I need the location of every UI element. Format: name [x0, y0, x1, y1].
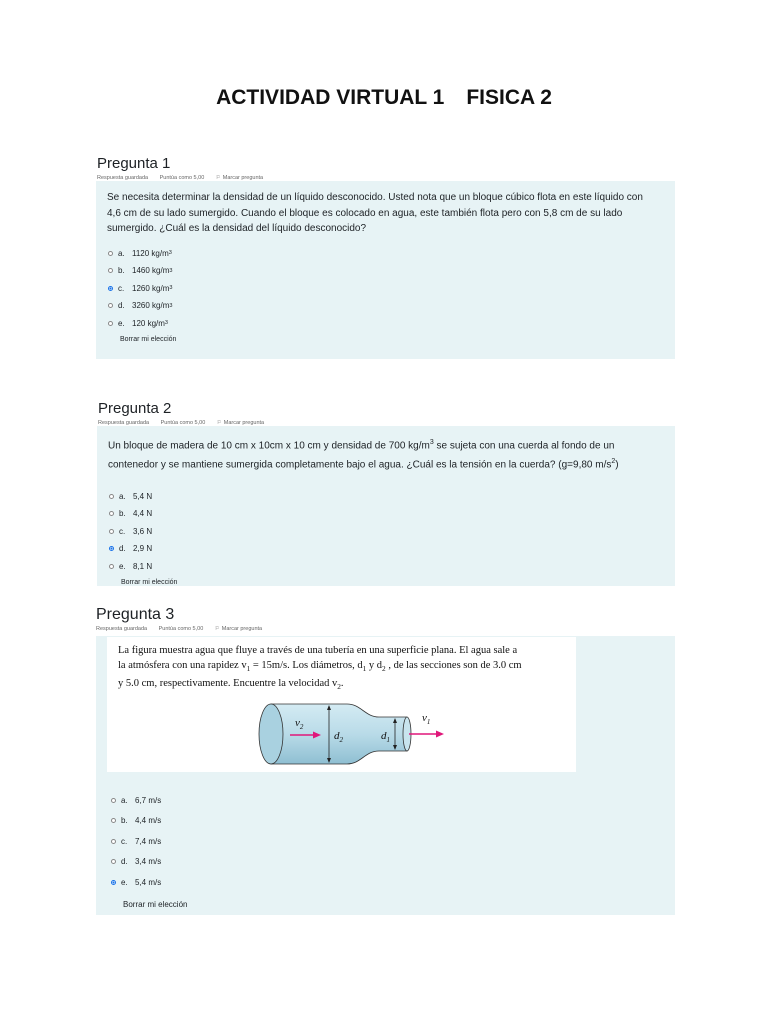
- subscript: 2: [382, 664, 386, 674]
- option-letter: c.: [119, 526, 126, 536]
- option-letter: b.: [118, 266, 125, 276]
- subscript: 1: [246, 664, 251, 674]
- radio-button[interactable]: [109, 564, 114, 569]
- radio-button[interactable]: [109, 529, 114, 534]
- option-value: 1120 kg/m: [132, 248, 169, 258]
- question-1-options: [96, 245, 675, 333]
- option-b[interactable]: [109, 505, 675, 523]
- option-d[interactable]: [109, 540, 675, 558]
- text-fragment: Un bloque de madera de 10 cm x 10cm x 10 cm y densidad de 700 kg/m: [108, 440, 430, 452]
- option-value: 1460 kg/m: [132, 266, 170, 276]
- text-fragment: , de las secciones son de 3.0 cm: [385, 660, 522, 671]
- option-value: 6,7 m/s: [135, 795, 162, 805]
- option-value: 7,4 m/s: [135, 836, 162, 846]
- option-b[interactable]: [111, 811, 657, 832]
- question-3-flag-link[interactable]: Marcar pregunta: [221, 626, 263, 632]
- question-3-statement-image: [107, 637, 576, 772]
- question-text-line: [118, 676, 566, 694]
- option-value: 5,4 m/s: [135, 877, 162, 887]
- option-c[interactable]: [108, 280, 675, 298]
- option-letter: c.: [121, 836, 128, 846]
- radio-button[interactable]: [108, 251, 113, 256]
- radio-button-selected[interactable]: [108, 286, 113, 291]
- question-2-title: Pregunta 2: [98, 400, 172, 417]
- option-value: 4,4 N: [133, 509, 153, 519]
- option-letter: a.: [119, 491, 126, 501]
- option-superscript: 3: [169, 285, 173, 292]
- flag-icon[interactable]: ⚐: [216, 420, 222, 426]
- option-letter: a.: [118, 248, 125, 258]
- clear-choice-link[interactable]: Borrar mi elección: [120, 336, 177, 343]
- question-3-points: Puntúa como 5,00: [158, 626, 204, 632]
- question-text-line: Se necesita determinar la densidad de un líquido desconocido. Usted nota que un bloque cúbico flota en este líquido con: [107, 192, 643, 203]
- question-1-header: [97, 156, 273, 181]
- question-text-line: [118, 658, 566, 676]
- option-superscript: 3: [164, 320, 169, 327]
- question-2-status: Respuesta guardada: [98, 420, 150, 426]
- question-text-line: [108, 435, 665, 454]
- document-title: [0, 86, 768, 110]
- option-value: 3,6 N: [133, 526, 153, 536]
- option-c[interactable]: [111, 831, 657, 852]
- v1-label: $v_1$: [422, 712, 431, 726]
- question-3-options: [97, 790, 657, 893]
- question-1-flag-link[interactable]: Marcar pregunta: [222, 175, 264, 181]
- option-letter: d.: [118, 301, 125, 311]
- pipe-inlet-end: [259, 704, 283, 764]
- radio-button-selected[interactable]: [111, 880, 116, 885]
- question-text-line: 4,6 cm de su lado sumergido. Cuando el bloque es colocado en agua, este también flota pero con 5,8 cm de su lado: [107, 207, 623, 219]
- question-3-status: Respuesta guardada: [96, 626, 148, 632]
- question-2-points: Puntúa como 5,00: [160, 420, 206, 426]
- option-letter: a.: [121, 795, 128, 805]
- question-2-header: [98, 401, 274, 426]
- question-2-text: [97, 426, 675, 473]
- radio-button[interactable]: [108, 303, 113, 308]
- d2-label: $d_2$: [334, 730, 343, 744]
- question-2-card: [97, 426, 675, 586]
- option-b[interactable]: [108, 262, 675, 280]
- question-text-line: sumergido. ¿Cuál es la densidad del líquido desconocido?: [107, 223, 367, 234]
- option-value: 8,1 N: [133, 561, 153, 571]
- subscript: 1: [362, 664, 367, 674]
- option-d[interactable]: [108, 297, 675, 315]
- option-letter: d.: [119, 544, 126, 554]
- option-letter: e.: [121, 877, 128, 887]
- option-value: 3,4 m/s: [135, 857, 162, 867]
- option-value: 3260 kg/m: [132, 301, 170, 311]
- option-superscript: 3: [169, 267, 173, 274]
- question-text-line: [108, 454, 665, 473]
- radio-button[interactable]: [111, 839, 116, 844]
- radio-button-selected[interactable]: [109, 546, 114, 551]
- option-letter: b.: [121, 816, 128, 826]
- question-1-points: Puntúa como 5,00: [159, 175, 205, 181]
- option-letter: e.: [118, 318, 125, 328]
- question-3-meta: [96, 626, 272, 632]
- text-fragment: ): [615, 459, 619, 471]
- option-e[interactable]: [109, 558, 675, 576]
- text-fragment: y 5.0 cm, respectivamente. Encuentre la velocidad v: [118, 678, 338, 690]
- question-text-line: La figura muestra agua que fluye a través de una tubería en una superficie plana. El agua sale a: [118, 645, 518, 656]
- option-e[interactable]: [108, 315, 675, 333]
- question-3-options-area: [97, 790, 657, 909]
- option-value: 4,4 m/s: [135, 816, 162, 826]
- option-value: 1260 kg/m: [132, 283, 170, 293]
- question-1-card: [96, 181, 675, 359]
- option-value: 5,4 N: [133, 491, 153, 501]
- option-superscript: 3: [169, 302, 173, 309]
- radio-button[interactable]: [108, 268, 113, 273]
- option-a[interactable]: [108, 245, 675, 263]
- question-3-header: [96, 607, 272, 632]
- clear-choice-link[interactable]: Borrar mi elección: [121, 579, 178, 587]
- clear-choice-link[interactable]: Borrar mi elección: [123, 899, 188, 909]
- text-fragment: se sujeta con una cuerda al fondo de un: [433, 440, 615, 452]
- radio-button[interactable]: [109, 494, 114, 499]
- question-3-text: [107, 637, 576, 694]
- text-fragment: contenedor y se mantiene sumergida completamente bajo el agua. ¿Cuál es la tensión en la cuerda? (g=9,80 m/s: [108, 459, 612, 471]
- title-part-2: FISICA 2: [466, 86, 552, 109]
- radio-button[interactable]: [111, 859, 116, 864]
- question-2-flag-link[interactable]: Marcar pregunta: [223, 420, 265, 426]
- radio-button[interactable]: [109, 511, 114, 516]
- option-c[interactable]: [109, 523, 675, 541]
- text-fragment: la atmósfera con una rapidez v: [118, 660, 247, 671]
- option-letter: d.: [121, 857, 128, 867]
- d1-label: $d_1$: [381, 730, 390, 744]
- question-1-text: [96, 181, 675, 237]
- option-letter: c.: [118, 283, 125, 293]
- radio-button[interactable]: [108, 321, 113, 326]
- title-part-1: ACTIVIDAD VIRTUAL 1: [216, 86, 445, 109]
- option-a[interactable]: [111, 790, 657, 811]
- option-letter: b.: [119, 509, 126, 519]
- radio-button[interactable]: [111, 798, 116, 803]
- option-e[interactable]: [111, 872, 657, 893]
- option-d[interactable]: [111, 852, 657, 873]
- radio-button[interactable]: [111, 818, 116, 823]
- subscript: 2: [337, 682, 341, 692]
- question-1-title: Pregunta 1: [97, 155, 171, 172]
- option-a[interactable]: [109, 488, 675, 506]
- flag-icon[interactable]: ⚐: [215, 175, 221, 181]
- text-fragment: y d: [366, 660, 383, 671]
- superscript: 3: [429, 439, 434, 446]
- option-value: 120 kg/m: [132, 318, 165, 328]
- question-3-title: Pregunta 3: [96, 606, 175, 623]
- v2-label: $v_2$: [295, 717, 304, 731]
- flag-icon[interactable]: ⚐: [214, 626, 220, 632]
- option-value: 2,9 N: [133, 544, 153, 554]
- text-fragment: = 15m/s. Los diámetros, d: [250, 660, 363, 671]
- text-fragment: .: [340, 678, 344, 690]
- option-letter: e.: [119, 561, 126, 571]
- option-superscript: 3: [168, 250, 172, 257]
- superscript: 2: [611, 457, 616, 465]
- question-2-options: [97, 488, 675, 576]
- v1-arrowhead: [436, 731, 444, 738]
- question-1-status: Respuesta guardada: [97, 175, 149, 181]
- pipe-flow-figure: [257, 701, 447, 769]
